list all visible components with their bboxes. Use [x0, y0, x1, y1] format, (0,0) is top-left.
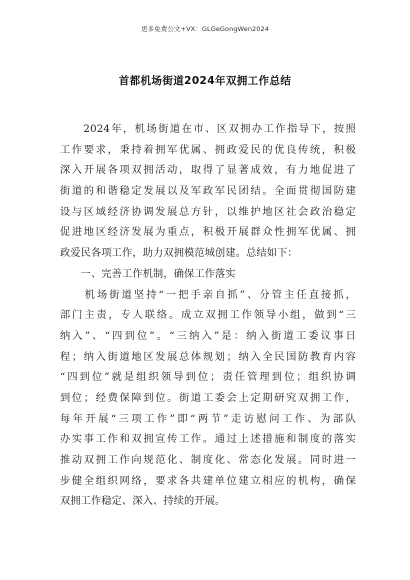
body-line: 办实事工作和双拥宣传工作。通过上述措施和制度的落实	[60, 434, 356, 446]
body-line: 程；纳入街道地区发展总体规划；纳入全民国防教育内容	[60, 351, 356, 363]
body-line: 双拥工作稳定、深入、持续的开展。	[60, 496, 226, 508]
body-line: 推动双拥工作向规范化、制度化、常态化发展。同时进一	[60, 455, 356, 466]
body-line: “四到位”就是组织领导到位；责任管理到位；组织协调	[60, 372, 356, 384]
body-line: 部门主责，专人联络。成立双拥工作领导小组，做到“三	[60, 310, 356, 322]
body-line: 促进地区经济发展为重点，积极开展群众性拥军优属、拥	[60, 227, 356, 239]
body-line: 设与区域经济协调发展总方针，以维护地区社会政治稳定	[60, 206, 356, 218]
body-line: 街道的和谐稳定发展以及军政军民团结。全面贯彻国防建	[60, 186, 356, 198]
body-line: 到位；经费保障到位。街道工委会上定期研究双拥工作，	[60, 392, 356, 404]
body-line: 机场街道坚持“一把手亲自抓”、分管主任直接抓，	[60, 289, 356, 301]
body-line: 政爱民各项工作，助力双拥模范城创建。总结如下：	[60, 248, 298, 260]
body-line: 工作要求，秉持着拥军优属、拥政爱民的优良传统，积极	[60, 144, 356, 156]
header-note: 更多免费公文+VX：GLGeGongWen2024	[140, 25, 269, 33]
body-line: 步健全组织网络，要求各共建单位建立相应的机构，确保	[60, 475, 356, 487]
body-text	[60, 120, 356, 513]
body-line: 每年开展“三项工作”即“两节”走访慰问工作、为部队	[60, 413, 356, 425]
body-line: 2024年，机场街道在市、区双拥办工作指导下，按照	[60, 124, 356, 135]
body-line: 深入开展各项双拥活动，取得了显著成效，有力地促进了	[60, 165, 356, 177]
section-heading: 一、完善工作机制，确保工作落实	[60, 268, 236, 280]
body-line: 纳入”、“四到位”。“三纳入”是：纳入街道工委议事日	[60, 330, 356, 342]
document-title: 首都机场街道2024年双拥工作总结	[118, 75, 292, 87]
